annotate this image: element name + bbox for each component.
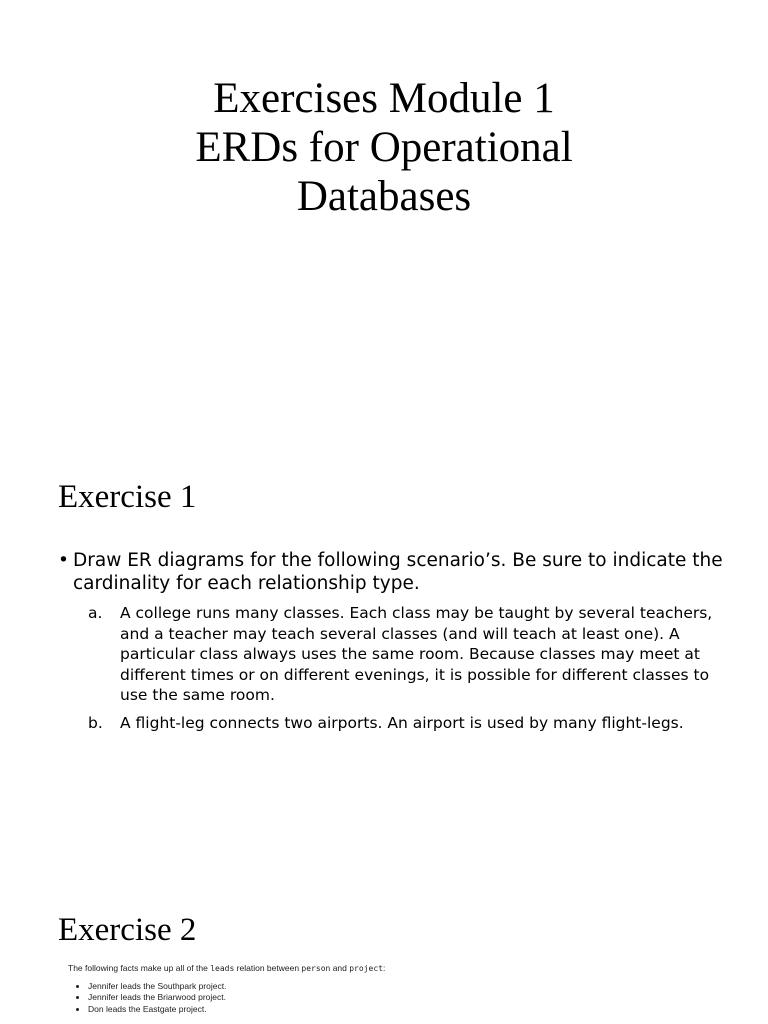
title-line-2: ERDs for Operational <box>195 124 573 171</box>
code-leads: leads <box>210 964 235 973</box>
code-project: project <box>349 964 383 973</box>
exercise-2-intro <box>68 963 688 975</box>
item-text: A college runs many classes. Each class may be taught by several teachers, and a teacher may teach several classes (and will teach at least one). A particular class always uses the same room. Because classes may meet at different times or on different evenings, it is possible for different classes to use the same room. <box>120 604 713 704</box>
item-label: a. <box>88 604 103 622</box>
exercise-2-heading: Exercise 2 <box>58 912 197 948</box>
facts-list <box>68 981 688 1016</box>
list-item: • Jennifer leads the Briarwood project. <box>88 992 688 1004</box>
list-item: • Don leads the Eastgate project. <box>88 1004 688 1016</box>
item-text: A flight-leg connects two airports. An airport is used by many flight-legs. <box>120 714 684 732</box>
intro-text: and <box>330 963 350 973</box>
intro-text: relation between <box>234 963 302 973</box>
list-item: • Jennifer leads the Southpark project. <box>88 981 688 993</box>
exercise-2-content <box>68 963 688 1015</box>
code-person: person <box>301 964 331 973</box>
page-title <box>0 74 768 221</box>
item-label: b. <box>88 714 103 732</box>
title-line-1: Exercises Module 1 <box>213 75 555 122</box>
title-line-3: Databases <box>296 173 472 220</box>
intro-text: The following facts make up all of the <box>68 963 211 973</box>
exercise-1-instruction: Draw ER diagrams for the following scenario’s. Be sure to indicate the cardinality for each relationship type. <box>73 550 723 594</box>
exercise-1-heading: Exercise 1 <box>58 479 197 515</box>
bullet-dot: • <box>58 550 69 571</box>
intro-text: : <box>382 963 386 973</box>
